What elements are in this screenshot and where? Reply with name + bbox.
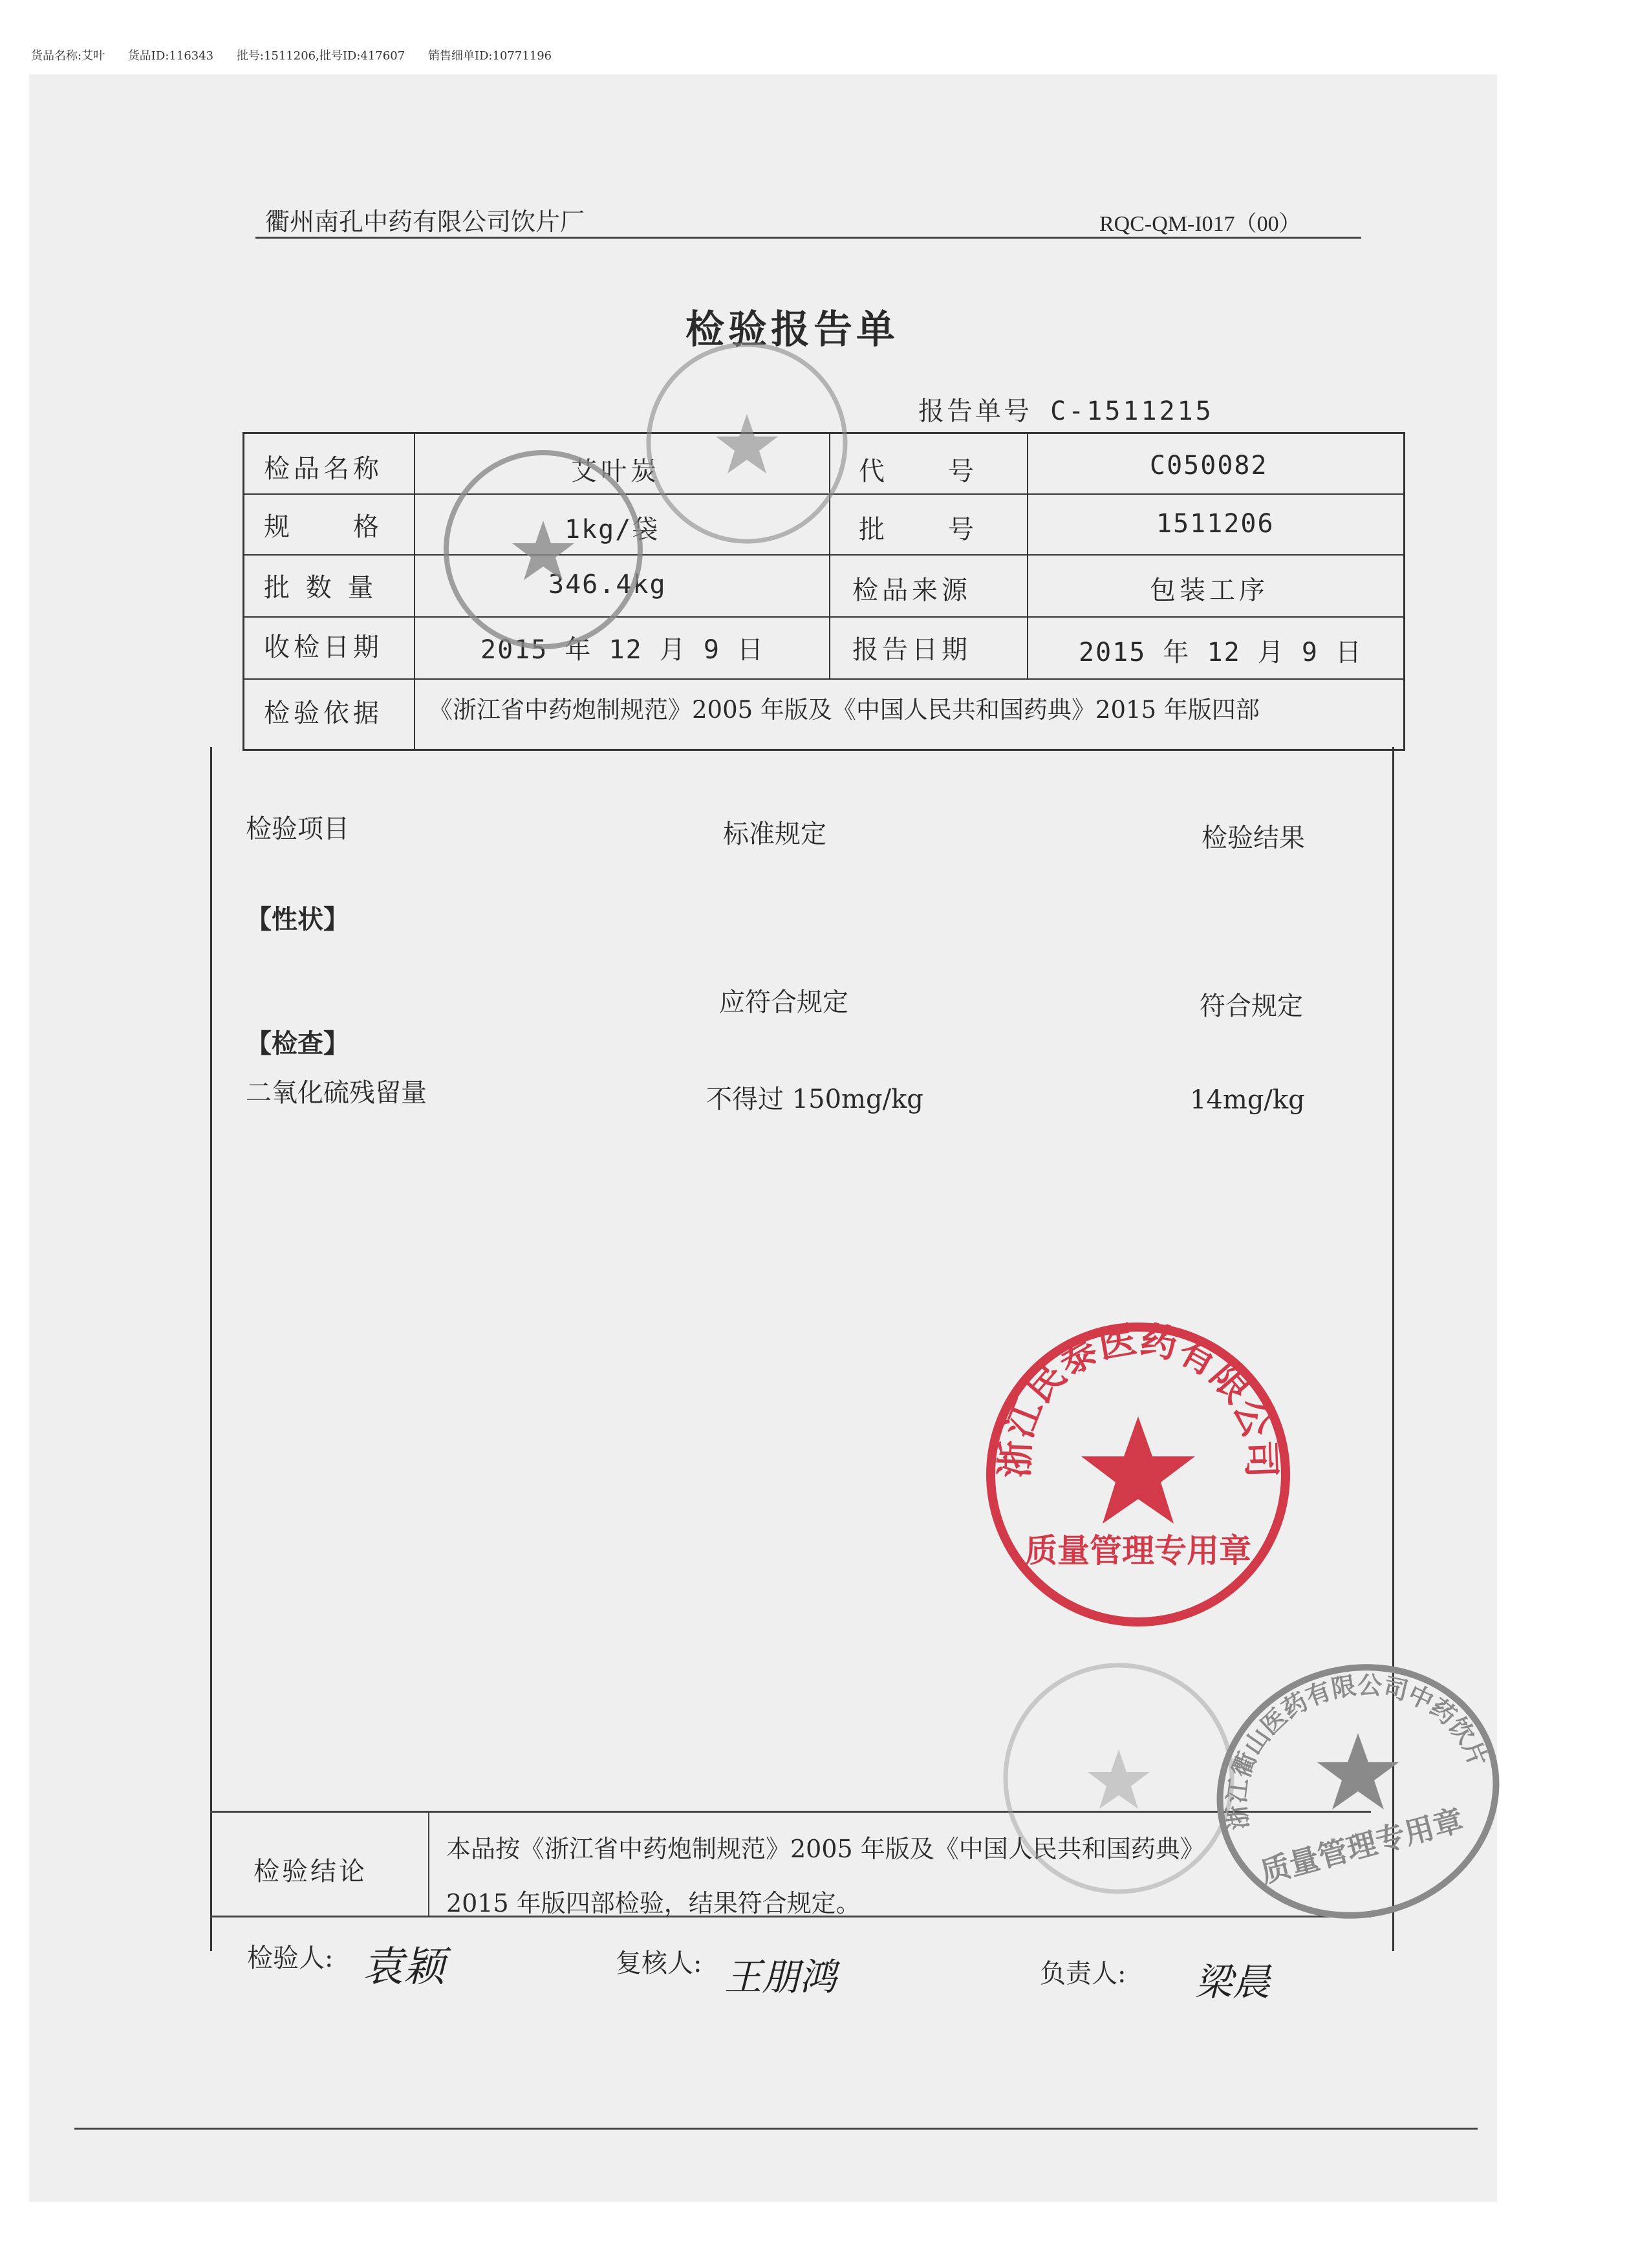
row-divider <box>244 616 1403 618</box>
page-title: 检验报告单 <box>685 307 899 352</box>
col-result-header: 检验结果 <box>1202 823 1305 853</box>
report-date-label: 报告日期 <box>852 635 971 665</box>
bottom-rule <box>74 2128 1478 2130</box>
batch-value: 1511206 <box>1156 509 1275 539</box>
reviewer-label: 复核人: <box>616 1949 702 1978</box>
document-code: RQC-QM-I017（00） <box>1099 212 1301 236</box>
sales-id-text: 销售细单ID:10771196 <box>427 49 552 63</box>
responsible-label: 负责人: <box>1040 1959 1126 1989</box>
gray-stamp-top <box>640 336 854 550</box>
section-character: 【性状】 <box>246 904 349 934</box>
so2-item: 二氧化硫残留量 <box>246 1078 427 1108</box>
responsible-signature: 梁晨 <box>1195 1960 1271 2004</box>
basis-label: 检验依据 <box>264 698 383 728</box>
conclusion-line-1: 本品按《浙江省中药炮制规范》2005 年版及《中国人民共和国药典》 <box>446 1835 1205 1863</box>
character-result: 符合规定 <box>1200 991 1303 1021</box>
spec-value: 1kg/袋 <box>565 515 660 545</box>
gray-stamp-bottom-left <box>996 1656 1242 1901</box>
col-divider <box>1027 434 1028 678</box>
code-label: 代 号 <box>859 457 978 486</box>
goods-name-text: 货品名称:艾叶 <box>31 49 105 63</box>
so2-result: 14mg/kg <box>1190 1085 1305 1115</box>
conclusion-divider <box>428 1811 429 1917</box>
character-standard: 应符合规定 <box>719 988 848 1017</box>
so2-standard: 不得过 150mg/kg <box>706 1085 923 1114</box>
col-standard-header: 标准规定 <box>723 819 826 849</box>
col-item-header: 检验项目 <box>246 814 349 844</box>
source-value: 包装工序 <box>1150 576 1269 605</box>
reviewer-signature: 王朋鸿 <box>724 1955 837 1999</box>
report-number: 报告单号 C-1511215 <box>918 396 1214 426</box>
receive-date-value: 2015 年 12 月 9 日 <box>480 635 764 665</box>
basis-value: 《浙江省中药炮制规范》2005 年版及《中国人民共和国药典》2015 年版四部 <box>429 696 1260 724</box>
col-divider <box>414 434 415 749</box>
red-quality-seal <box>976 1313 1300 1636</box>
batch-meta-text: 批号:1511206,批号ID:417607 <box>236 49 405 63</box>
quantity-label: 批 数 量 <box>264 573 378 603</box>
gray-seal-top-text: 浙江衢山医药有限公司中药饮片 <box>1222 1670 1493 1831</box>
product-name-label: 检品名称 <box>264 454 383 484</box>
conclusion-line-2: 2015 年版四部检验，结果符合规定。 <box>446 1889 861 1917</box>
row-divider <box>244 678 1403 680</box>
inspector-signature: 袁颖 <box>362 1943 445 1991</box>
red-seal-top-text: 浙江民泰医药有限公司 <box>993 1317 1284 1479</box>
section-check: 【检查】 <box>246 1028 349 1059</box>
code-value: C050082 <box>1150 451 1268 481</box>
report-date-value: 2015 年 12 月 9 日 <box>1079 638 1363 667</box>
spec-label: 规 格 <box>264 512 383 542</box>
source-label: 检品来源 <box>852 576 971 605</box>
top-meta-strip <box>31 47 571 63</box>
company-header: 衢州南孔中药有限公司饮片厂 <box>265 208 585 236</box>
gray-stamp-left <box>440 446 647 653</box>
product-name-value: 艾叶炭 <box>571 457 660 486</box>
gray-quality-seal-right <box>1209 1656 1507 1927</box>
gray-seal-bottom-text: 质量管理专用章 <box>1256 1802 1467 1890</box>
inspector-label: 检验人: <box>247 1943 334 1973</box>
quantity-value: 346.4kg <box>548 570 667 599</box>
row-divider <box>244 554 1403 556</box>
goods-id-text: 货品ID:116343 <box>127 49 214 63</box>
batch-label: 批 号 <box>859 515 978 545</box>
header-rule <box>255 237 1361 239</box>
receive-date-label: 收检日期 <box>264 632 383 662</box>
conclusion-label: 检验结论 <box>253 1857 367 1886</box>
red-seal-bottom-text: 质量管理专用章 <box>1025 1532 1251 1570</box>
